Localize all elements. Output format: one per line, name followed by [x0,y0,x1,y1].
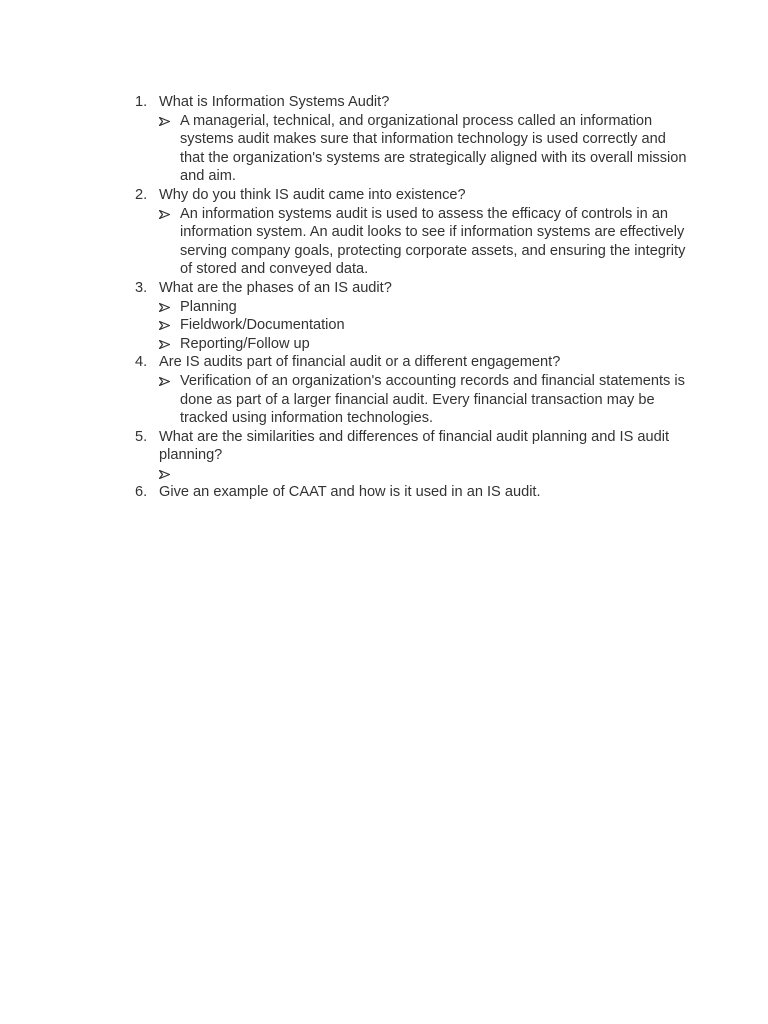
answer-item [159,112,694,186]
answer-item [159,316,694,335]
answer-list [159,205,694,279]
answer-text: An information systems audit is used to assess the efficacy of controls in an information system. An audit looks to see if information systems are effectively serving company goals, protecting corporate assets, and ensuring the integrity of stored and conveyed data. [180,205,686,278]
question-item [134,428,694,484]
question-text: What are the similarities and differences of financial audit planning and IS audit planning? [159,428,670,464]
answer-text: Verification of an organization's accounting records and financial statements is done as part of a larger financial audit. Every financial transaction may be tracked using information technologies. [180,372,685,427]
arrow-bullet-icon [159,340,170,349]
question-number: 1. [135,94,148,110]
question-item [134,483,694,502]
answer-item [159,298,694,317]
question-number: 4. [135,354,148,371]
question-number: 2. [135,186,148,203]
question-text: Are IS audits part of financial audit or a different engagement? [159,354,561,371]
question-item [134,186,694,279]
answer-text: Fieldwork/Documentation [180,317,345,334]
arrow-bullet-icon [159,210,170,219]
question-item [134,279,694,353]
answer-item [159,465,694,484]
question-number: 6. [135,484,148,501]
question-text: Why do you think IS audit came into existence? [159,186,466,203]
arrow-bullet-icon [159,377,170,386]
answer-item [159,335,694,354]
answer-list [159,372,694,428]
arrow-bullet-icon [159,470,170,479]
question-item [134,93,694,186]
arrow-bullet-icon [159,321,170,330]
answer-text: Reporting/Follow up [180,335,310,352]
arrow-bullet-icon [159,117,170,126]
answer-list [159,298,694,354]
question-number: 3. [135,279,148,296]
question-text: What are the phases of an IS audit? [159,279,392,296]
answer-text: A managerial, technical, and organizational process called an information systems audit makes sure that information technology is used correctly and that the organization's systems are strategically aligned with its overall mission and aim. [180,112,687,185]
question-list [134,93,694,502]
answer-text: Planning [180,298,237,315]
answer-list [159,465,694,484]
answer-list [159,112,694,186]
answer-item [159,372,694,428]
question-text: What is Information Systems Audit? [159,94,390,110]
question-item [134,353,694,427]
answer-item [159,205,694,279]
question-number: 5. [135,428,148,445]
question-text: Give an example of CAAT and how is it used in an IS audit. [159,484,541,501]
arrow-bullet-icon [159,303,170,312]
